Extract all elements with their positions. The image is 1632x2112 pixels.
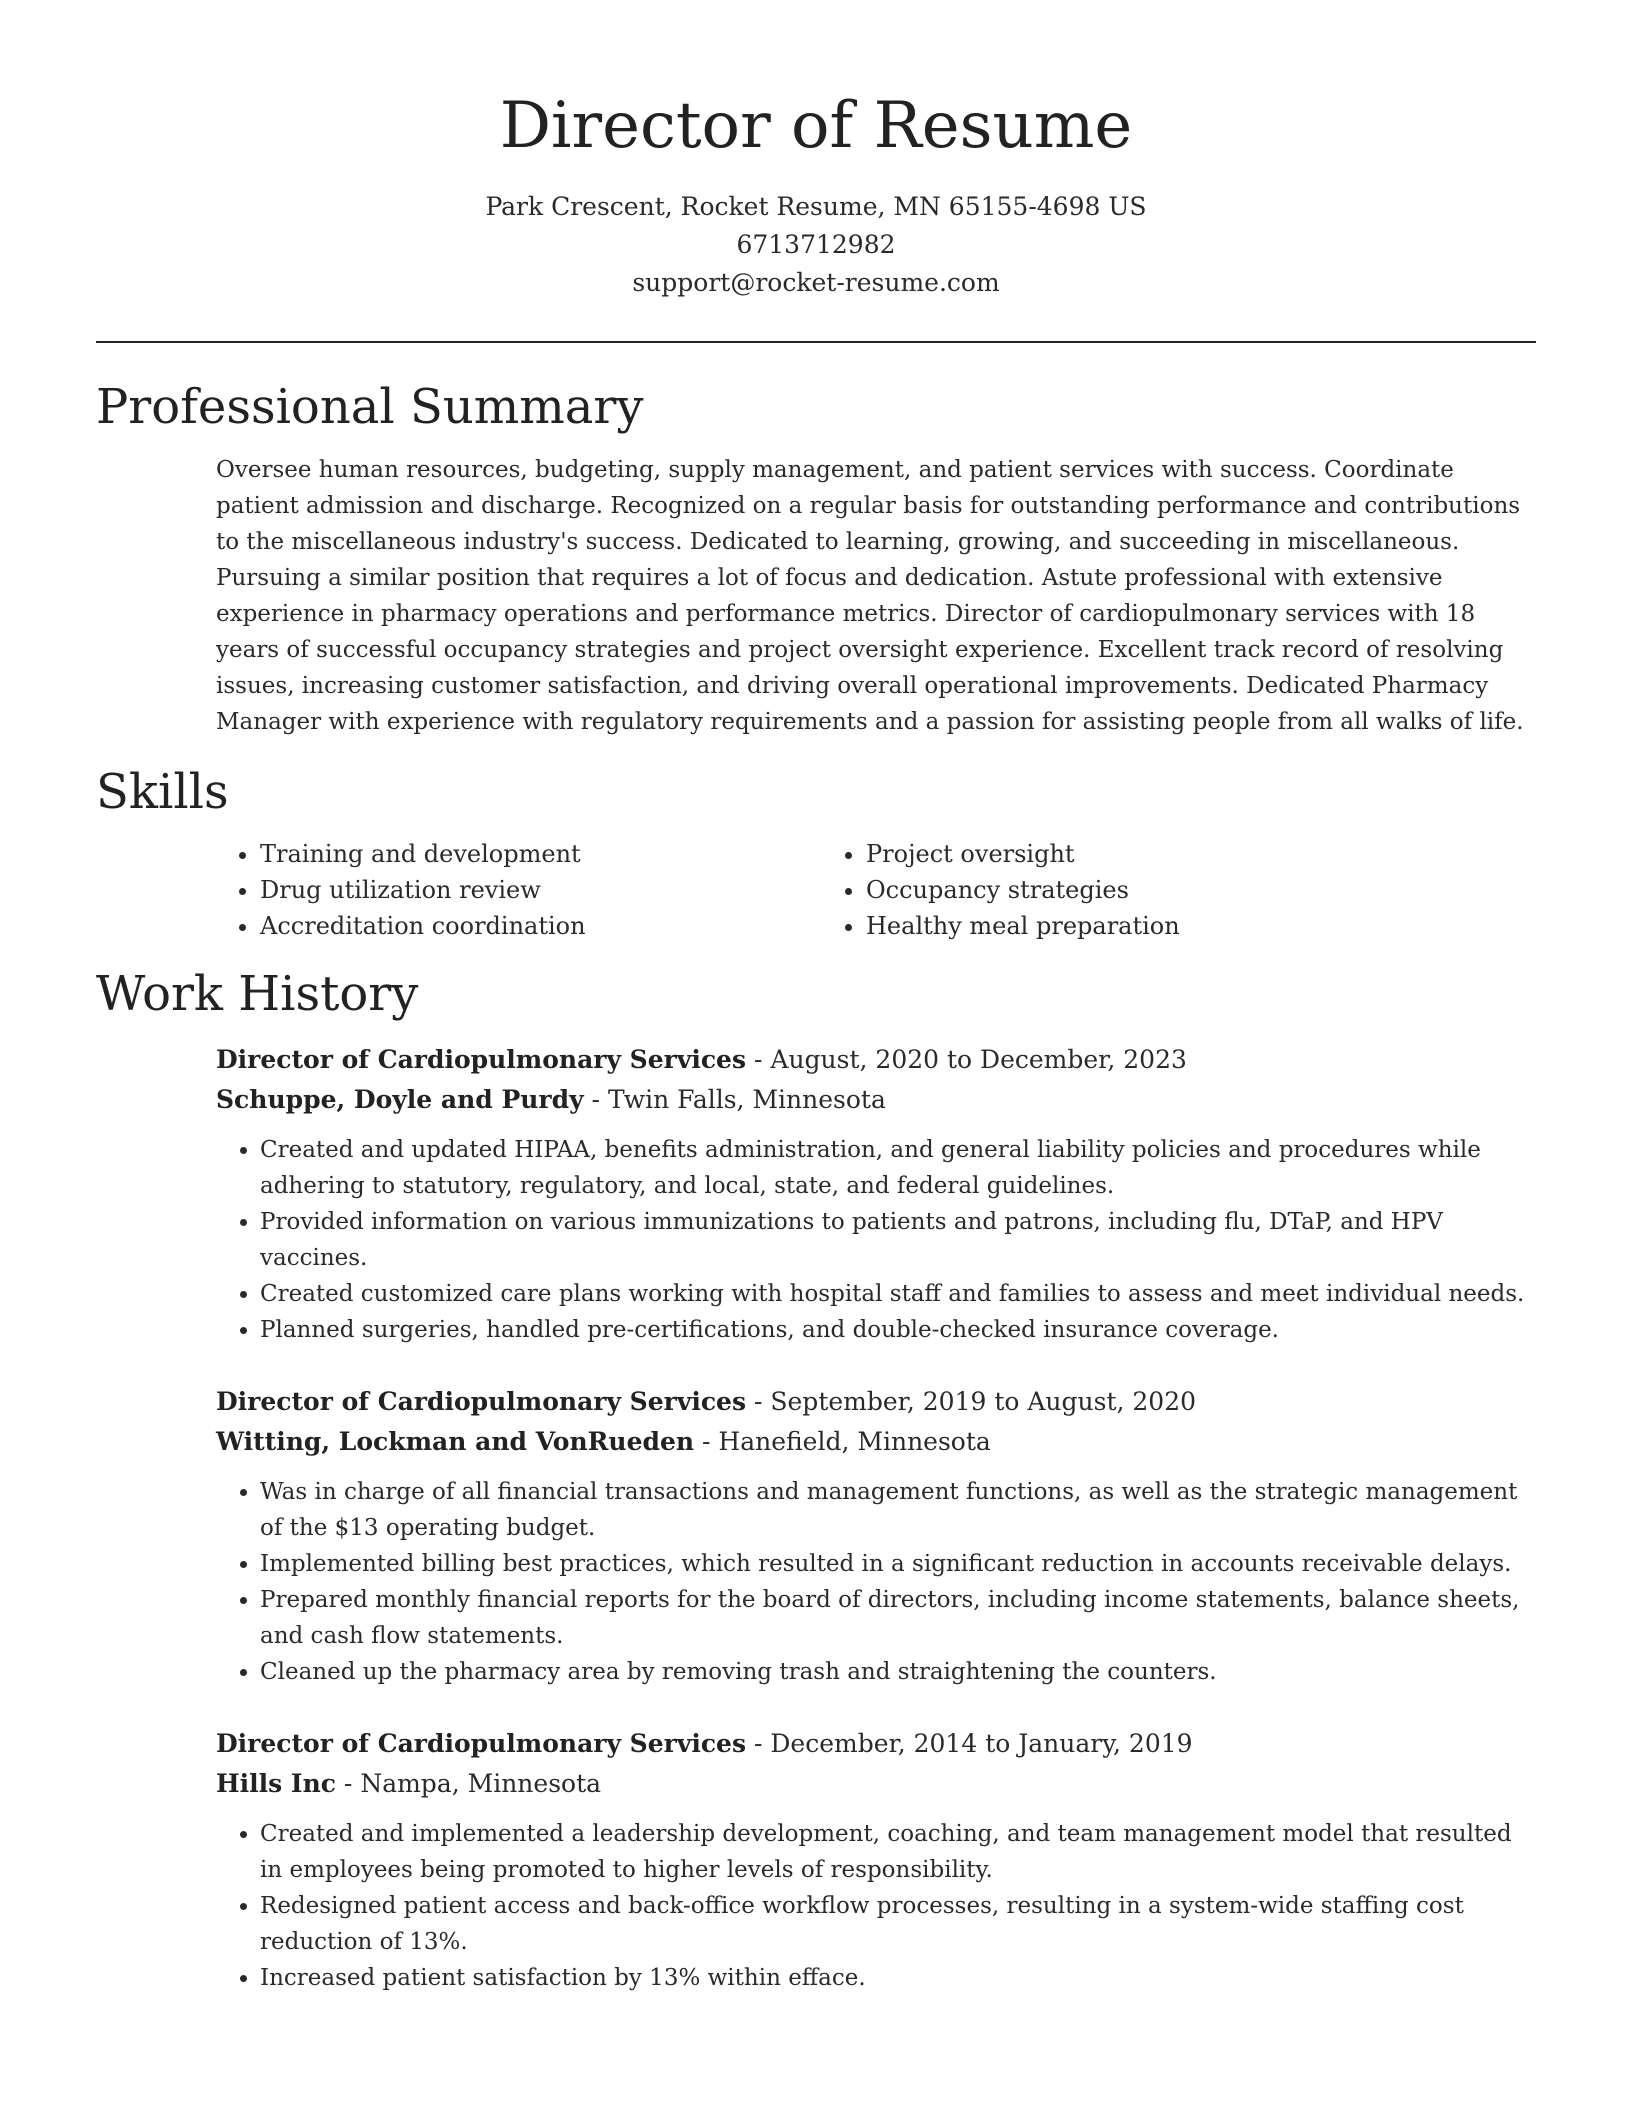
job-bullet: • Cleaned up the pharmacy area by removing trash and straightening the counters. xyxy=(260,1654,1536,1690)
job-entry xyxy=(216,1040,1536,1348)
job-bullet: • Created and updated HIPAA, benefits administration, and general liability policies and procedures while adhering to statutory, regulatory, and local, state, and federal guidelines. xyxy=(260,1132,1536,1204)
job-company: Witting, Lockman and VonRueden xyxy=(216,1427,695,1456)
job-entry xyxy=(216,1724,1536,1996)
resume-name: Director of Resume xyxy=(499,89,1133,163)
contact-phone: 6713712982 xyxy=(736,230,896,259)
skill-item: • Training and development xyxy=(260,836,822,872)
job-company-line xyxy=(216,1080,1536,1120)
contact-email: support@rocket-resume.com xyxy=(632,268,1000,297)
resume-header xyxy=(96,0,1536,302)
section-title-skills: Skills xyxy=(96,764,229,820)
resume-page xyxy=(96,0,1536,1996)
job-bullet: • Created and implemented a leadership development, coaching, and team management model that resulted in employees being promoted to higher levels of responsibility. xyxy=(260,1816,1536,1888)
job-bullet: • Planned surgeries, handled pre-certifications, and double-checked insurance coverage. xyxy=(260,1312,1536,1348)
job-bullet: • Implemented billing best practices, which resulted in a significant reduction in accounts receivable delays. xyxy=(260,1546,1536,1582)
job-location: - Hanefield, Minnesota xyxy=(694,1427,991,1456)
job-bullets xyxy=(216,1816,1536,1996)
skill-item: • Occupancy strategies xyxy=(866,872,1472,908)
skills-list xyxy=(216,836,1536,944)
job-location: - Nampa, Minnesota xyxy=(335,1769,602,1798)
job-company-line xyxy=(216,1764,1536,1804)
job-role: Director of Cardiopulmonary Services xyxy=(216,1387,747,1416)
contact-info xyxy=(96,188,1536,302)
job-title-line xyxy=(216,1040,1536,1080)
skills-column-right xyxy=(822,836,1472,944)
job-bullets xyxy=(216,1132,1536,1348)
job-title-line xyxy=(216,1382,1536,1422)
job-role: Director of Cardiopulmonary Services xyxy=(216,1045,747,1074)
section-title-work-history: Work History xyxy=(96,966,419,1022)
job-company-line xyxy=(216,1422,1536,1462)
summary-text: Oversee human resources, budgeting, supply management, and patient services with success. Coordinate patient admission and discharge. Recognized on a regular basis for outstanding performance and contributions to the miscellaneous industry's success. Dedicated to learning, growing, and succeeding in miscellaneous. Pursuing a similar position that requires a lot of focus and dedication. Astute professional with extensive experience in pharmacy operations and performance metrics. Director of cardiopulmonary services with 18 years of successful occupancy strategies and project oversight experience. Excellent track record of resolving issues, increasing customer satisfaction, and driving overall operational improvements. Dedicated Pharmacy Manager with experience with regulatory requirements and a passion for assisting people from all walks of life. xyxy=(216,457,1524,735)
job-dates: - August, 2020 to December, 2023 xyxy=(746,1045,1187,1074)
job-bullet: • Was in charge of all financial transactions and management functions, as well as the strategic management of the $13 operating budget. xyxy=(260,1474,1536,1546)
skill-item: • Drug utilization review xyxy=(260,872,822,908)
job-bullet: • Provided information on various immunizations to patients and patrons, including flu, DTaP, and HPV vaccines. xyxy=(260,1204,1536,1276)
job-role: Director of Cardiopulmonary Services xyxy=(216,1729,747,1758)
job-dates: - September, 2019 to August, 2020 xyxy=(746,1387,1197,1416)
job-company: Schuppe, Doyle and Purdy xyxy=(216,1085,584,1114)
skill-item: • Accreditation coordination xyxy=(260,908,822,944)
job-bullet: • Created customized care plans working with hospital staff and families to assess and meet individual needs. xyxy=(260,1276,1536,1312)
job-location: - Twin Falls, Minnesota xyxy=(583,1085,886,1114)
job-dates: - December, 2014 to January, 2019 xyxy=(746,1729,1193,1758)
job-bullet: • Redesigned patient access and back-office workflow processes, resulting in a system-wide staffing cost reduction of 13%. xyxy=(260,1888,1536,1960)
skill-item: • Healthy meal preparation xyxy=(866,908,1472,944)
job-title-line xyxy=(216,1724,1536,1764)
job-entry xyxy=(216,1382,1536,1690)
job-bullet: • Increased patient satisfaction by 13% within efface. xyxy=(260,1960,1536,1996)
skill-item: • Project oversight xyxy=(866,836,1472,872)
job-company: Hills Inc xyxy=(216,1769,336,1798)
contact-address: Park Crescent, Rocket Resume, MN 65155-4698 US xyxy=(485,192,1147,221)
header-divider xyxy=(96,341,1536,343)
skills-column-left xyxy=(216,836,822,944)
job-bullets xyxy=(216,1474,1536,1690)
section-title-summary: Professional Summary xyxy=(96,379,644,435)
job-bullet: • Prepared monthly financial reports for the board of directors, including income statements, balance sheets, and cash flow statements. xyxy=(260,1582,1536,1654)
